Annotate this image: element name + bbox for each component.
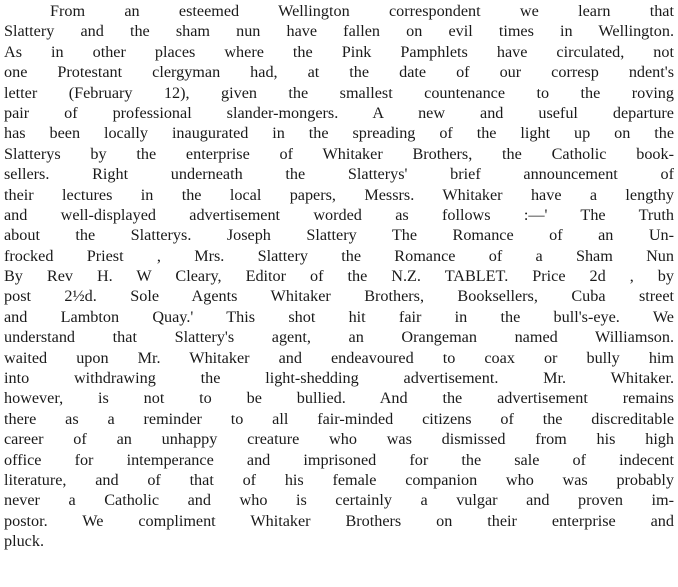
article-line: post 2½d. Sole Agents Whitaker Brothers, Booksellers, Cuba street <box>4 287 674 306</box>
article-line: there as a reminder to all fair-minded citizens of the discreditable <box>4 409 674 428</box>
article-line: Slatterys by the enterprise of Whitaker Brothers, the Catholic book- <box>4 144 674 163</box>
article-line: office for intemperance and imprisoned for the sale of indecent <box>4 450 674 469</box>
article-line: and Lambton Quay.' This shot hit fair in the bull's-eye. We <box>4 307 674 326</box>
article-line: and well-displayed advertisement worded as follows :—' The Truth <box>4 205 674 224</box>
article-line: sellers. Right underneath the Slatterys' brief announcement of <box>4 165 674 184</box>
article-line: As in other places where the Pink Pamphlets have circulated, not <box>4 42 674 61</box>
article-line: letter (February 12), given the smallest countenance to the roving <box>4 83 674 102</box>
article-line: understand that Slattery's agent, an Orangeman named Williamson. <box>4 328 674 347</box>
article-line: never a Catholic and who is certainly a vulgar and proven im- <box>4 491 674 510</box>
article-line: however, is not to be bullied. And the advertisement remains <box>4 389 674 408</box>
article-line: career of an unhappy creature who was dismissed from his high <box>4 430 674 449</box>
article-line: one Protestant clergyman had, at the date of our corresp ndent's <box>4 63 674 82</box>
article-line: into withdrawing the light-shedding advertisement. Mr. Whitaker. <box>4 369 674 388</box>
article-line: has been locally inaugurated in the spreading of the light up on the <box>4 124 674 143</box>
article-line: postor. We compliment Whitaker Brothers on their enterprise and <box>4 511 674 530</box>
article-line: about the Slatterys. Joseph Slattery The Romance of an Un- <box>4 226 674 245</box>
article-line: waited upon Mr. Whitaker and endeavoured to coax or bully him <box>4 348 674 367</box>
article-line: literature, and of that of his female companion who was probably <box>4 470 674 489</box>
article-line: their lectures in the local papers, Messrs. Whitaker have a lengthy <box>4 185 674 204</box>
article-line: pluck. <box>4 532 45 551</box>
article-line: Slattery and the sham nun have fallen on evil times in Wellington. <box>4 22 674 41</box>
article-line: From an esteemed Wellington correspondent we learn that <box>50 2 674 20</box>
article-line: pair of professional slander-mongers. A new and useful departure <box>4 103 674 122</box>
article-line: frocked Priest , Mrs. Slattery the Romance of a Sham Nun <box>4 246 674 265</box>
article-line: By Rev H. W Cleary, Editor of the N.Z. TABLET. Price 2d , by <box>4 267 674 286</box>
